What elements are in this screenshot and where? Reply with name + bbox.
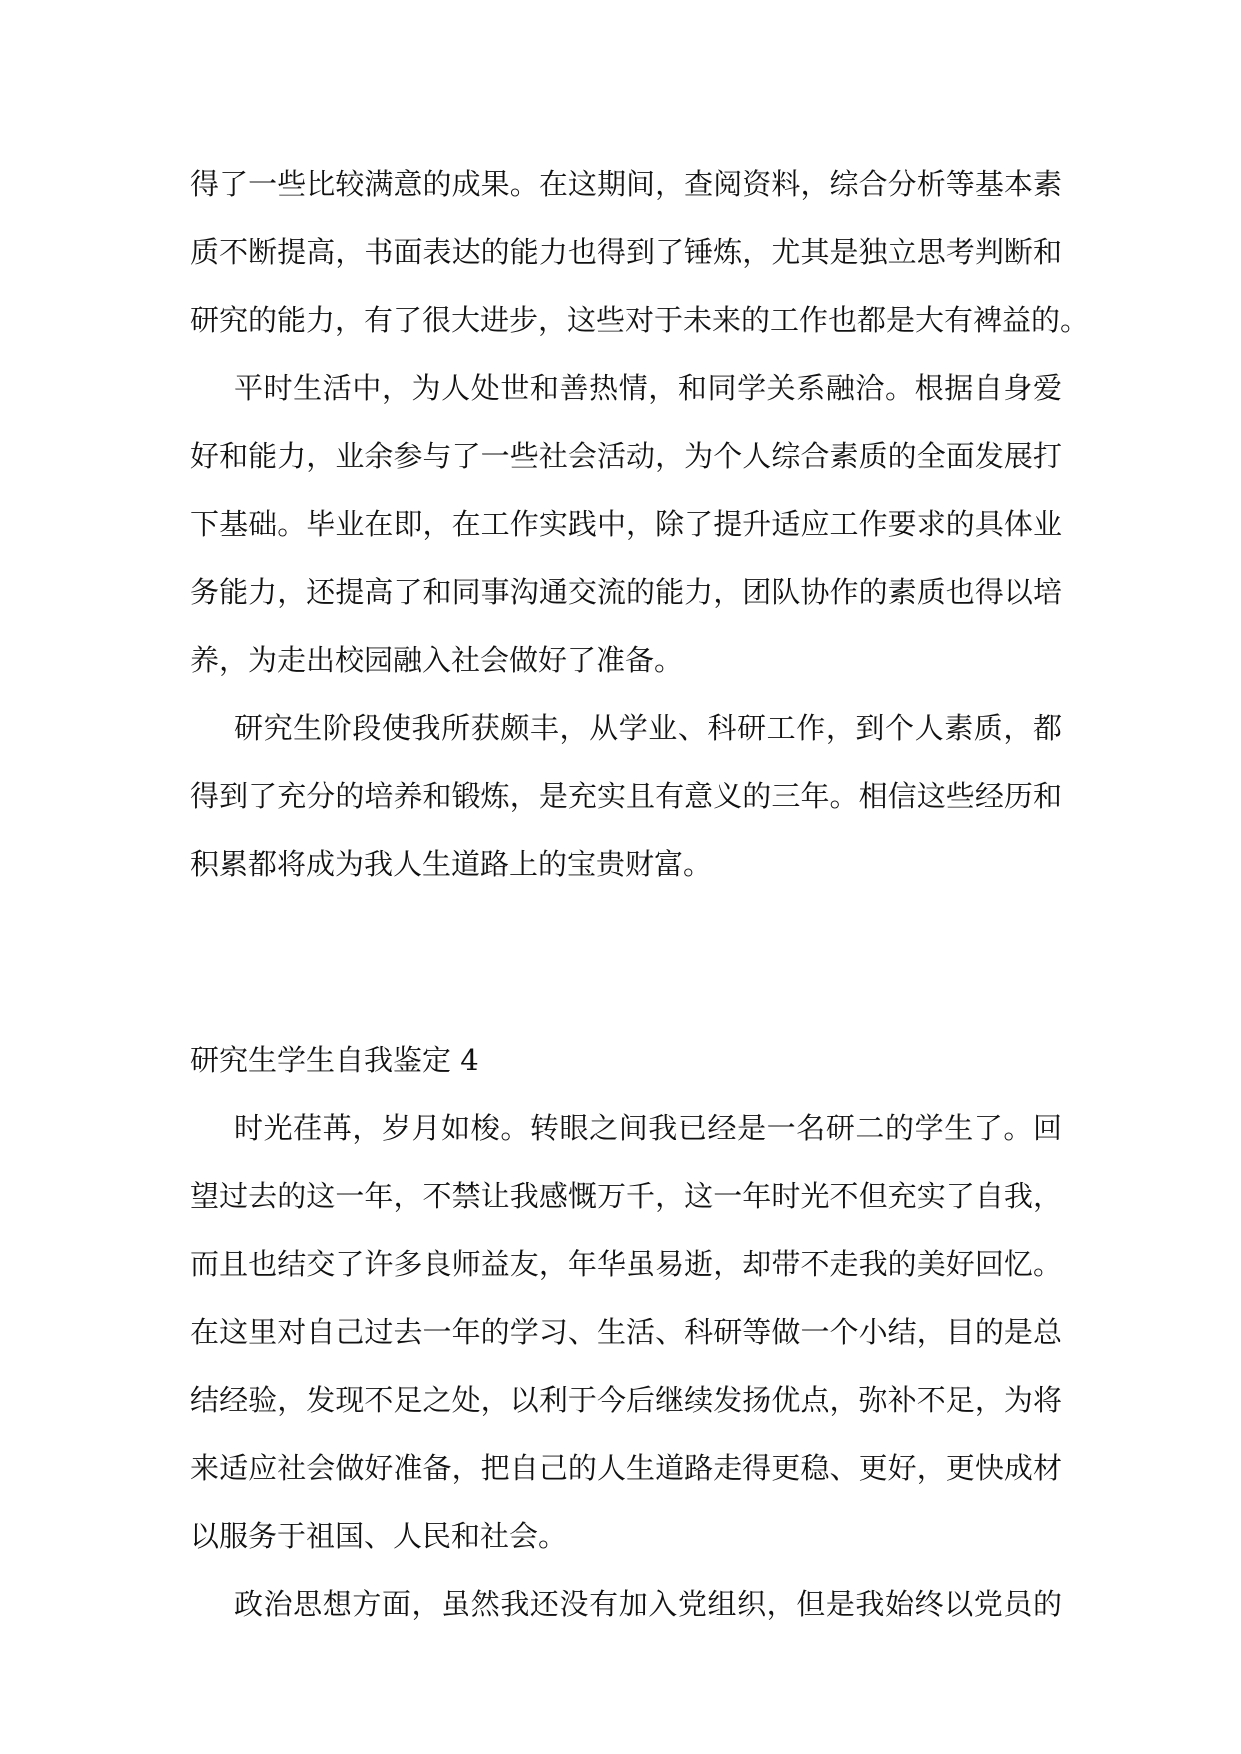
text-line: 以服务于祖国、人民和社会。 (190, 1519, 568, 1553)
text-line: 得到了充分的培养和锻炼，是充实且有意义的三年。相信这些经历和 (190, 779, 1062, 813)
text-line: 在这里对自己过去一年的学习、生活、科研等做一个小结，目的是总 (190, 1315, 1062, 1349)
text-line: 质不断提高，书面表达的能力也得到了锤炼，尤其是独立思考判断和 (190, 235, 1062, 269)
paragraph-3 (190, 694, 1062, 898)
paragraph-4 (190, 1094, 1062, 1570)
text-line: 时光荏苒，岁月如梭。转眼之间我已经是一名研二的学生了。回 (234, 1111, 1062, 1145)
text-line: 而且也结交了许多良师益友，年华虽易逝，却带不走我的美好回忆。 (190, 1247, 1062, 1281)
document-body (190, 150, 1090, 1638)
section-spacer (190, 898, 1062, 1026)
text-line: 政治思想方面，虽然我还没有加入党组织，但是我始终以党员的 (234, 1587, 1062, 1621)
text-line: 研究生阶段使我所获颇丰，从学业、科研工作，到个人素质，都 (234, 711, 1062, 745)
text-line: 好和能力，业余参与了一些社会活动，为个人综合素质的全面发展打 (190, 439, 1062, 473)
section-heading: 研究生学生自我鉴定 4 (190, 1043, 479, 1077)
text-line: 养，为走出校园融入社会做好了准备。 (190, 643, 684, 677)
text-line: 积累都将成为我人生道路上的宝贵财富。 (190, 847, 713, 881)
paragraph-2 (190, 354, 1062, 694)
text-line: 下基础。毕业在即，在工作实践中，除了提升适应工作要求的具体业 (190, 507, 1062, 541)
paragraph-1 (190, 150, 1090, 354)
text-line: 来适应社会做好准备，把自己的人生道路走得更稳、更好，更快成材 (190, 1451, 1062, 1485)
text-line: 结经验，发现不足之处，以利于今后继续发扬优点，弥补不足，为将 (190, 1383, 1062, 1417)
text-line: 得了一些比较满意的成果。在这期间，查阅资料，综合分析等基本素 (190, 167, 1062, 201)
text-line: 望过去的这一年，不禁让我感慨万千，这一年时光不但充实了自我， (190, 1179, 1062, 1213)
text-line: 务能力，还提高了和同事沟通交流的能力，团队协作的素质也得以培 (190, 575, 1062, 609)
paragraph-5 (190, 1570, 1062, 1638)
text-line: 研究的能力，有了很大进步，这些对于未来的工作也都是大有裨益的。 (190, 303, 1090, 337)
text-line: 平时生活中，为人处世和善热情，和同学关系融洽。根据自身爱 (234, 371, 1062, 405)
